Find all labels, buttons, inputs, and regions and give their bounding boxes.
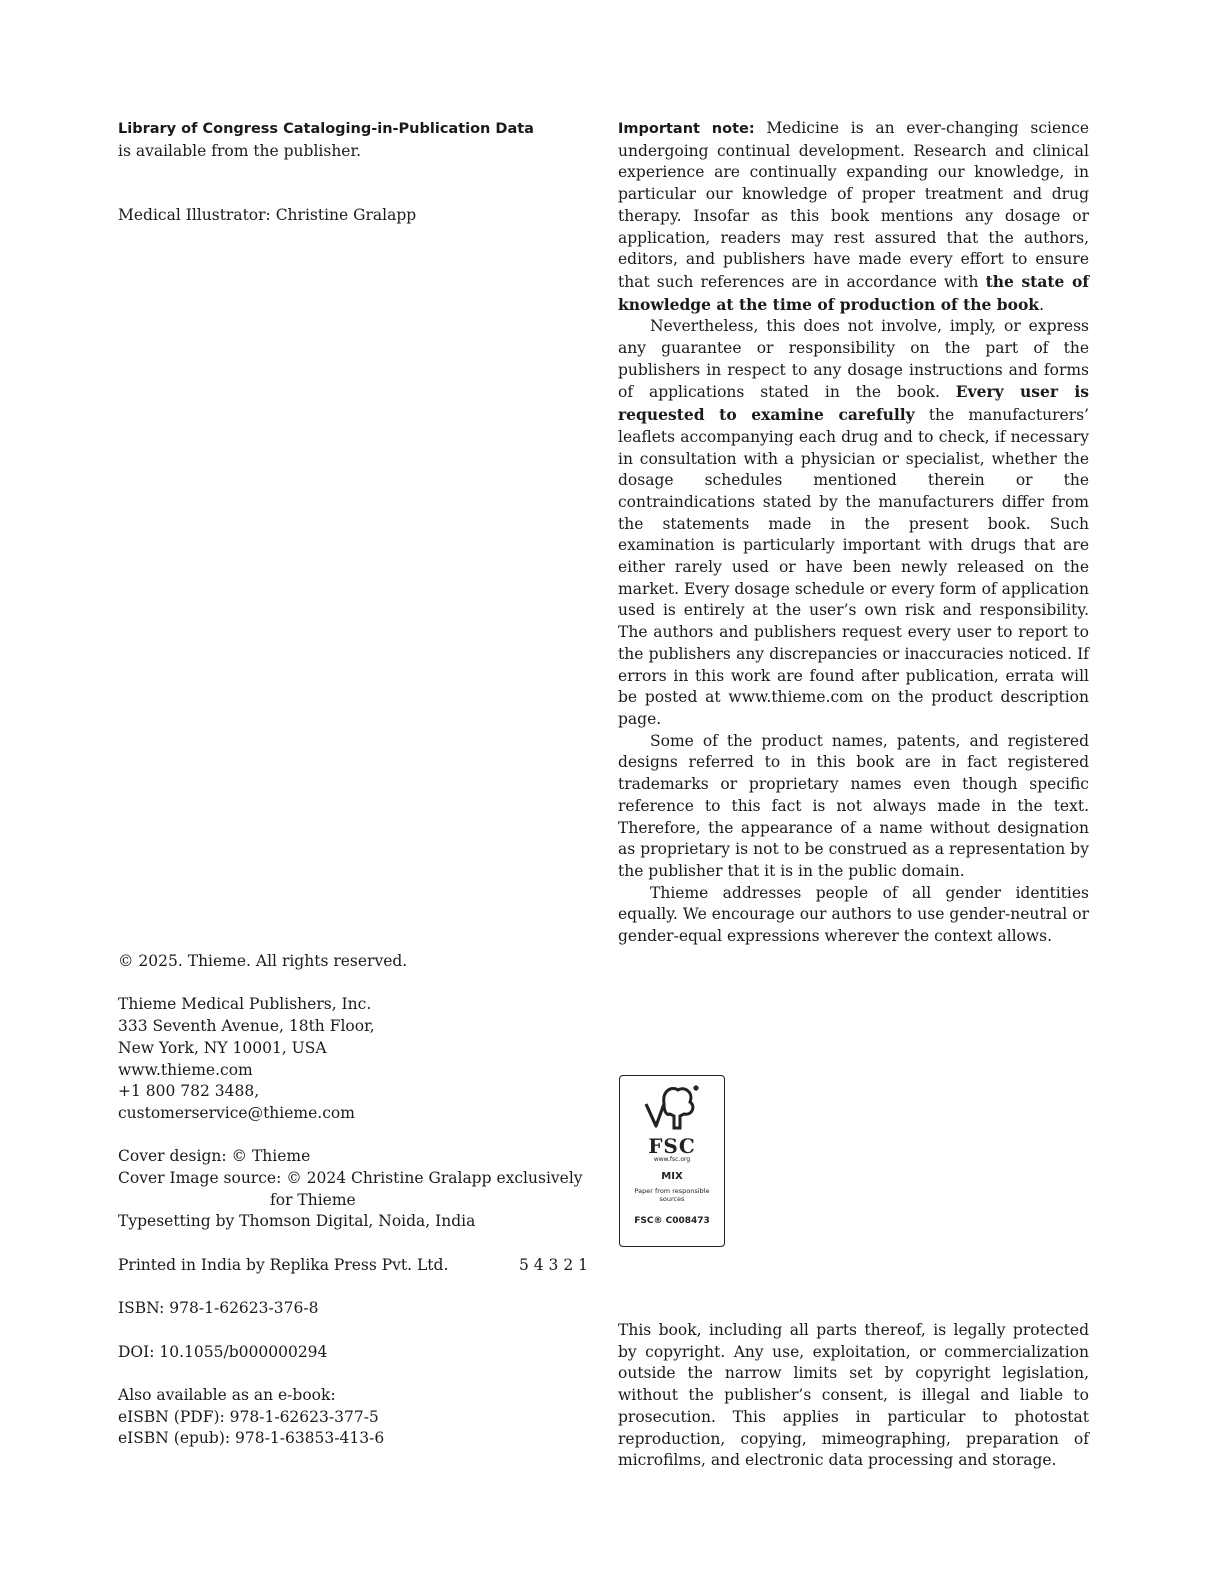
fsc-web: www.fsc.org — [653, 1156, 691, 1163]
eisbn-epub: eISBN (epub): 978-1-63853-413-6 — [118, 1429, 385, 1448]
important-note-p3: Some of the product names, patents, and registered designs referred to in this book are in fact registered trademarks or proprietary names even though specific reference to this fact is not always made in the text. Therefore, the appearance of a name without designation as proprietary is not to be construed as a representation by the publisher that it is in the public domain. — [618, 731, 1089, 880]
publisher-address-1: 333 Seventh Avenue, 18th Floor, — [118, 1017, 375, 1036]
print-run-numbers: 5 4 3 2 1 — [518, 1255, 588, 1274]
eisbn-pdf: eISBN (PDF): 978-1-62623-377-5 — [118, 1407, 379, 1426]
publisher-address-2: New York, NY 10001, USA — [118, 1038, 327, 1057]
publisher-email: customerservice@thieme.com — [118, 1103, 355, 1122]
cip-block — [118, 118, 588, 162]
legal-notice: This book, including all parts thereof, is legally protected by copyright. Any use, exploitation, or commercialization outside the narrow limits set by copyright legislation, without the publisher’s consent, is illegal and liable to prosecution. This applies in particular to photostat reproduction, copying, mimeographing, preparation of microfilms, and electronic data processing and storage. — [618, 1321, 1089, 1470]
doi: DOI: 10.1055/b000000294 — [118, 1342, 328, 1361]
ebook-heading: Also available as an e-book: — [118, 1385, 336, 1404]
printed-text: Printed in India by Replika Press Pvt. Ltd. — [118, 1255, 449, 1274]
fsc-label — [619, 1075, 725, 1247]
cip-line: is available from the publisher. — [118, 141, 362, 160]
important-note-p2: Nevertheless, this does not involve, imply, or express any guarantee or responsibility on the part of the publishers in respect to any dosage instructions and forms of applications stated in the book. Every user is requested to examine carefully the manufacturers’ leaflets accompanying each drug and to check, if necessary in consultation with a physician or specialist, whether the dosage schedules mentioned therein or the contraindications stated by the manufacturers differ from the statements made in the present book. Such examination is particularly important with drugs that are either rarely used or have been newly released on the market. Every dosage schedule or every form of application used is entirely at the user’s own risk and responsibility. The authors and publishers request every user to report to the publishers any discrepancies or inaccuracies noticed. If errors in this work are found after publication, errata will be posted at www.thieme.com on the product description page. — [618, 317, 1089, 728]
fsc-license: FSC® C008473 — [634, 1216, 710, 1226]
publisher-web: www.thieme.com — [118, 1060, 253, 1079]
cover-image-source: Cover Image source: © 2024 Christine Gralapp exclusively — [118, 1169, 583, 1187]
cover-design: Cover design: © Thieme — [118, 1147, 311, 1166]
printed-row — [118, 1255, 588, 1277]
fsc-tree-icon — [640, 1082, 704, 1134]
imprint-block — [118, 951, 588, 1450]
publisher-phone: +1 800 782 3488, — [118, 1082, 260, 1101]
isbn: ISBN: 978-1-62623-376-8 — [118, 1299, 319, 1318]
important-note — [618, 118, 1089, 948]
cover-image-source-cont: for Thieme — [270, 1190, 356, 1209]
copyright-line: © 2025. Thieme. All rights reserved. — [118, 952, 408, 970]
cip-title: Library of Congress Cataloging-in-Publication Data — [118, 121, 534, 137]
fsc-paper-text: Paper from responsible sources — [634, 1187, 710, 1203]
important-note-p1: Important note: Medicine is an ever-changing science undergoing continual development. Research and clinical experience are continually expanding our knowledge, in particular our knowledge of proper treatment and drug therapy. Insofar as this book mentions any dosage or application, readers may rest assured that the authors, editors, and publishers have made every effort to ensure that such references are in accordance with the state of knowledge at the time of production of the book. — [618, 119, 1089, 314]
typesetting: Typesetting by Thomson Digital, Noida, India — [118, 1212, 476, 1231]
publisher-name: Thieme Medical Publishers, Inc. — [118, 995, 372, 1014]
fsc-mix: MIX — [661, 1171, 683, 1182]
important-note-p4: Thieme addresses people of all gender identities equally. We encourage our authors to use gender-neutral or gender-equal expressions wherever the context allows. — [618, 883, 1089, 946]
illustrator-credit: Medical Illustrator: Christine Gralapp — [118, 206, 417, 224]
fsc-logo-text: FSC — [648, 1134, 696, 1158]
